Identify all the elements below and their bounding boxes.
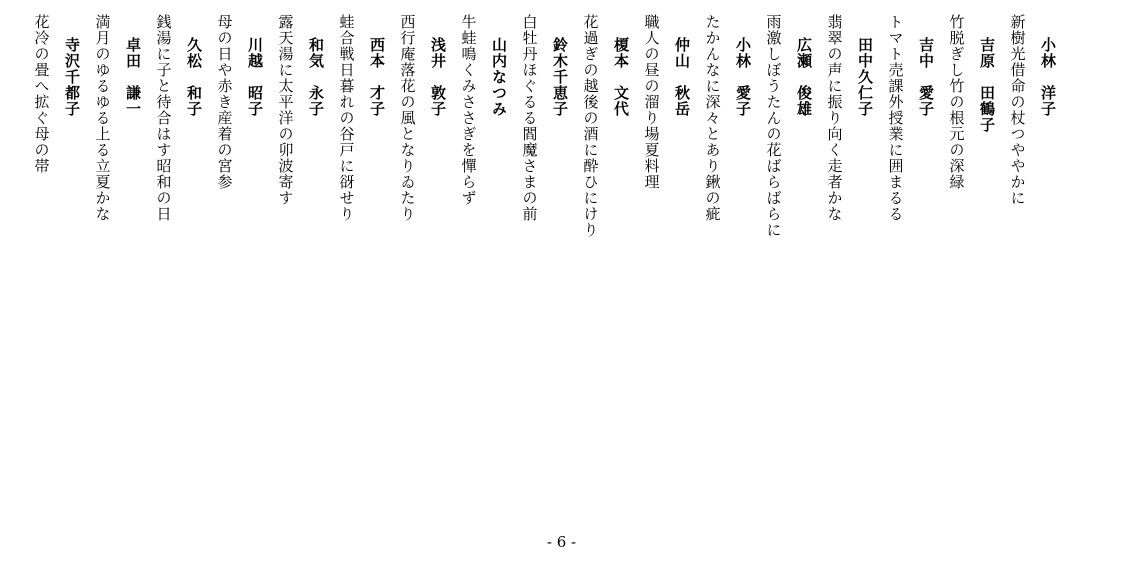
haiku-entry [392,14,453,494]
haiku-text: 牛蛙鳴くみささぎを憚らず [459,14,478,206]
author-name: 山内なつみ [490,37,508,117]
author-name: 浅井 敦子 [429,37,447,117]
haiku-list [23,14,1063,494]
author-name: 仲山 秋岳 [673,37,691,117]
haiku-text: 花過ぎの越後の酒に酔ひにけり [581,14,600,238]
haiku-entry [575,14,636,494]
author-name: 和気 永子 [307,37,325,117]
haiku-text: 新樹光借命の杖つややかに [1008,14,1027,206]
author-name: 寺沢千都子 [63,37,81,117]
author-name: 榎本 文代 [612,37,630,117]
haiku-text: 雨激しぼうたんの花ばらばらに [764,14,783,238]
haiku-text: 銭湯に子と待合はす昭和の日 [154,14,173,222]
haiku-entry [453,14,514,494]
haiku-text: トマト売課外授業に囲まるる [886,14,905,222]
haiku-entry [209,14,270,494]
haiku-text: 白牡丹ほぐるる閻魔さまの前 [520,14,539,222]
haiku-entry [270,14,331,494]
author-name: 小林 洋子 [1039,37,1057,117]
author-name: 小林 愛子 [734,37,752,117]
haiku-entry [819,14,880,494]
haiku-entry [941,14,1002,494]
author-name: 広瀬 俊雄 [795,37,813,117]
author-name: 卓田 謙一 [124,37,142,117]
haiku-text: 職人の昼の溜り場夏料理 [642,14,661,190]
author-name: 西本 才子 [368,37,386,117]
haiku-text: 花冷の畳へ拡ぐ母の帯 [32,14,51,174]
author-name: 久松 和子 [185,37,203,117]
haiku-entry [636,14,697,494]
haiku-entry [758,14,819,494]
haiku-text: 満月のゆるゆる上る立夏かな [93,14,112,222]
haiku-entry [1002,14,1063,494]
haiku-text: たかんなに深々とあり鍬の疵 [703,14,722,222]
haiku-entry [514,14,575,494]
author-name: 田中久仁子 [856,37,874,117]
haiku-entry [87,14,148,494]
haiku-text: 母の日や赤き産着の宮参 [215,14,234,190]
haiku-text: 竹脱ぎし竹の根元の深緑 [947,14,966,190]
haiku-text: 翡翠の声に振り向く走者かな [825,14,844,222]
haiku-entry [331,14,392,494]
haiku-text: 露天湯に太平洋の卯波寄す [276,14,295,206]
haiku-entry [148,14,209,494]
haiku-text: 蛙合戦日暮れの谷戸に谺せり [337,14,356,222]
haiku-entry [26,14,87,494]
author-name: 鈴木千恵子 [551,37,569,117]
author-name: 吉中 愛子 [917,37,935,117]
author-name: 吉原 田鶴子 [978,37,996,133]
page-number: - 6 - [546,533,577,551]
author-name: 川越 昭子 [246,37,264,117]
haiku-text: 西行庵落花の風となりゐたり [398,14,417,222]
haiku-entry [880,14,941,494]
haiku-entry [697,14,758,494]
